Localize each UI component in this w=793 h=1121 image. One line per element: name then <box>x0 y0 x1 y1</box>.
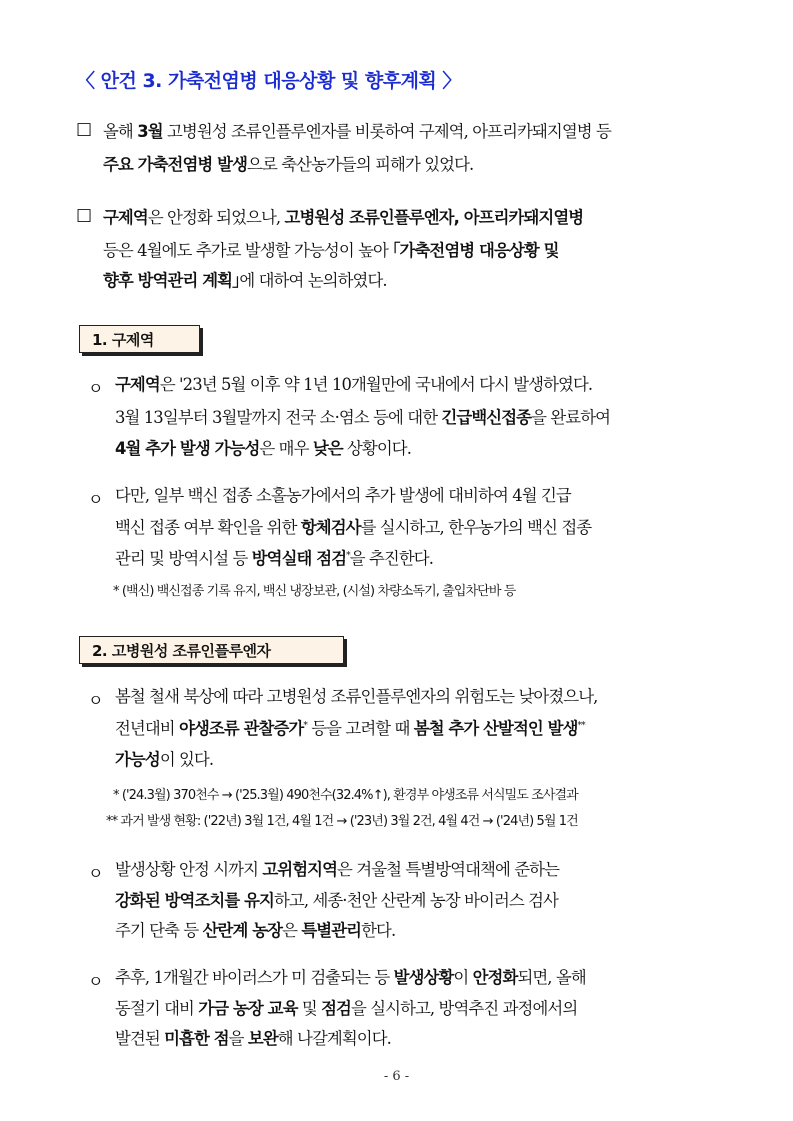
s2-b3-line2: 동절기 대비 가금 농장 교육 및 점검을 실시하고, 방역추진 과정에서의 <box>115 999 578 1018</box>
circle-bullet-icon: ㅇ <box>88 379 104 398</box>
intro-p2-line1: 구제역은 안정화 되었으나, 고병원성 조류인플루엔자, 아프리카돼지열병 <box>103 208 584 227</box>
s1-b2-line1: 다만, 일부 백신 접종 소홀농가에서의 추가 발생에 대비하여 4월 긴급 <box>115 486 571 505</box>
s1-b2-line3: 관리 및 방역시설 등 방역실태 점검*을 추진한다. <box>115 549 434 568</box>
s2-b2-line3: 주기 단축 등 산란계 농장은 특별관리한다. <box>115 921 396 940</box>
s1-b1-line3: 4월 추가 발생 가능성은 매우 낮은 상황이다. <box>115 439 412 458</box>
s2-b2-line1: 발생상황 안정 시까지 고위험지역은 겨울철 특별방역대책에 준하는 <box>115 860 560 879</box>
s1-footnote: * (백신) 백신접종 기록 유지, 백신 냉장보관, (시설) 차량소독기, 출입차단바 등 <box>113 584 516 599</box>
s2-b3-line3: 발견된 미흡한 점을 보완해 나갈계획이다. <box>115 1029 391 1048</box>
agenda-title: 〈 안건 3. 가축전염병 대응상황 및 향후계획 〉 <box>76 70 461 92</box>
section-heading-fmd: 1. 구제역 <box>79 325 200 353</box>
s2-b3-line1: 추후, 1개월간 바이러스가 미 검출되는 등 발생상황이 안정화되면, 올해 <box>115 968 586 987</box>
circle-bullet-icon: ㅇ <box>88 864 104 883</box>
square-bullet-icon: □ <box>76 205 93 225</box>
s1-b1-line2: 3월 13일부터 3월말까지 전국 소·염소 등에 대한 긴급백신접종을 완료하여 <box>115 408 611 427</box>
circle-bullet-icon: ㅇ <box>88 691 104 710</box>
page-number: - 6 - <box>383 1069 410 1084</box>
square-bullet-icon: □ <box>76 119 93 139</box>
s2-b1-line2: 전년대비 야생조류 관찰증가* 등을 고려할 때 봄철 추가 산발적인 발생** <box>115 719 585 738</box>
circle-bullet-icon: ㅇ <box>88 972 104 991</box>
s2-b1-line3: 가능성이 있다. <box>115 750 214 769</box>
intro-p2-line2: 등은 4월에도 추가로 발생할 가능성이 높아 ｢가축전염병 대응상황 및 <box>103 241 559 260</box>
circle-bullet-icon: ㅇ <box>88 490 104 509</box>
s1-b2-line2: 백신 접종 여부 확인을 위한 항체검사를 실시하고, 한우농가의 백신 접종 <box>115 518 592 537</box>
s2-footnote-2: ** 과거 발생 현황: ('22년) 3월 1건, 4월 1건 → ('23년) 3월 2건, 4월 4건 → ('24년) 5월 1건 <box>106 814 578 829</box>
intro-p1-line1: 올해 3월 고병원성 조류인플루엔자를 비롯하여 구제역, 아프리카돼지열병 등 <box>103 122 611 141</box>
intro-p1-line2: 주요 가축전염병 발생으로 축산농가들의 피해가 있었다. <box>103 155 474 174</box>
s2-b1-line1: 봄철 철새 북상에 따라 고병원성 조류인플루엔자의 위험도는 낮아졌으나, <box>115 687 598 706</box>
s2-footnote-1: * ('24.3월) 370천수 → ('25.3월) 490천수(32.4%↑), 환경부 야생조류 서식밀도 조사결과 <box>113 788 578 803</box>
section-heading-hpai: 2. 고병원성 조류인플루엔자 <box>79 636 344 664</box>
s1-b1-line1: 구제역은 '23년 5월 이후 약 1년 10개월만에 국내에서 다시 발생하였다. <box>115 375 593 394</box>
s2-b2-line2: 강화된 방역조치를 유지하고, 세종·천안 산란계 농장 바이러스 검사 <box>115 891 558 910</box>
intro-p2-line3: 향후 방역관리 계획｣에 대하여 논의하였다. <box>103 271 387 290</box>
